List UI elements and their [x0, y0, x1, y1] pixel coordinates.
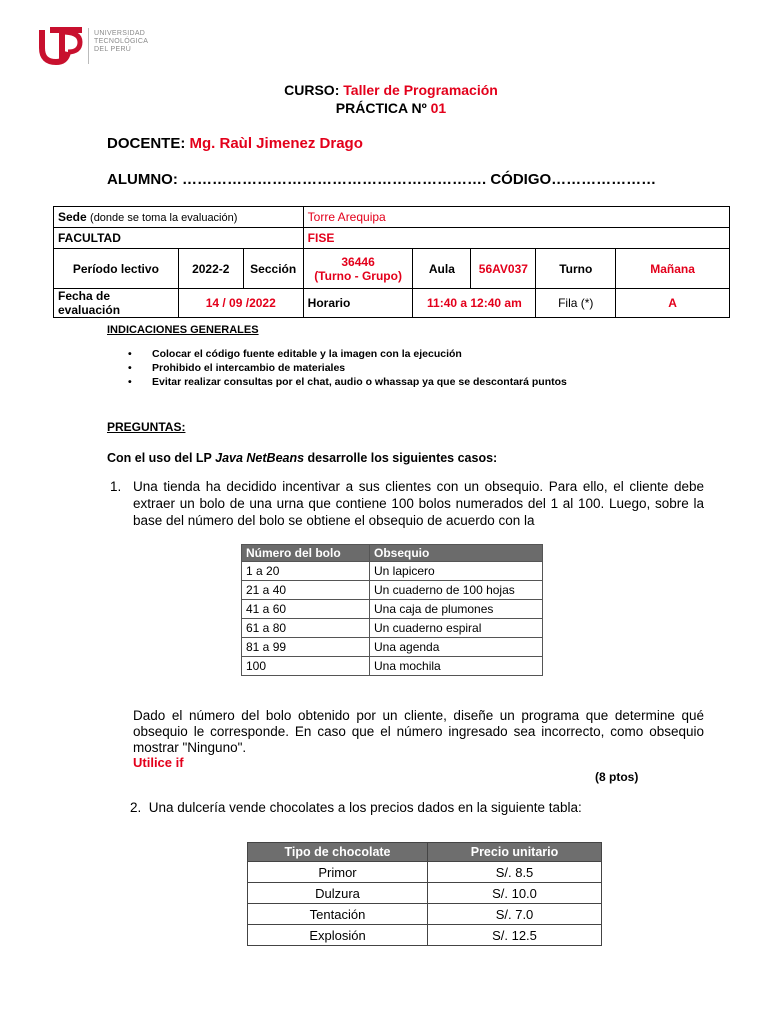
- column-header: Número del bolo: [242, 545, 370, 562]
- table-row: 81 a 99 Una agenda: [242, 638, 543, 657]
- utp-logo-icon: [38, 22, 84, 68]
- table-row: [54, 289, 730, 318]
- question-2: [130, 800, 582, 815]
- table-row: 41 a 60 Una caja de plumones: [242, 600, 543, 619]
- question-number: 1.: [110, 479, 122, 494]
- table-row: 61 a 80 Un cuaderno espiral: [242, 619, 543, 638]
- question-text: Una dulcería vende chocolates a los precios dados en la siguiente tabla:: [148, 800, 582, 815]
- indications-title: INDICACIONES GENERALES: [107, 324, 259, 336]
- turno-value: Mañana: [616, 249, 730, 289]
- practice-title: PRÁCTICA Nº 01: [335, 100, 447, 116]
- sede-label: Sede (donde se toma la evaluación): [54, 207, 304, 228]
- table-row: Primor S/. 8.5: [248, 862, 602, 883]
- questions-intro: Con el uso del LP Java NetBeans desarrolle los siguientes casos:: [107, 451, 498, 465]
- question-1-paragraph: Dado el número del bolo obtenido por un cliente, diseñe un programa que determine qué obsequio le corresponde. En caso que el número ingresado sea incorrecto, como obsequio mostrar "Ninguno".: [133, 708, 704, 755]
- question-1: [110, 478, 704, 529]
- list-item: • Prohibido el intercambio de materiales: [112, 361, 567, 375]
- fila-value: A: [616, 289, 730, 318]
- list-item: • Evitar realizar consultas por el chat, audio o whassap ya que se descontará puntos: [112, 375, 567, 389]
- sede-value: Torre Arequipa: [303, 207, 729, 228]
- question-text: Una tienda ha decidido incentivar a sus clientes con un obsequio. Para ello, el cliente debe extraer un bolo de una urna que contiene 100 bolos numerados del 1 al 100. Luego, sobre la base del número del bolo se obtiene el obsequio de acuerdo con la: [133, 479, 704, 528]
- seccion-value: 36446 (Turno - Grupo): [303, 249, 413, 289]
- fecha-label: Fecha de evaluación: [54, 289, 179, 318]
- table-row: [54, 228, 730, 249]
- aula-label: Aula: [413, 249, 471, 289]
- gift-table: [241, 544, 543, 676]
- table-row: 1 a 20 Un lapicero: [242, 562, 543, 581]
- question-1-hint: Utilice if: [133, 755, 184, 770]
- university-logo: [38, 22, 178, 72]
- logo-divider: [88, 28, 89, 64]
- table-header-row: [242, 545, 543, 562]
- course-title: CURSO: Taller de Programación: [284, 82, 498, 98]
- table-header-row: [248, 843, 602, 862]
- periodo-label: Período lectivo: [54, 249, 179, 289]
- column-header: Tipo de chocolate: [248, 843, 428, 862]
- fecha-value: 14 / 09 /2022: [178, 289, 303, 318]
- question-number: 2.: [130, 800, 142, 815]
- evaluation-info-table: [53, 206, 730, 318]
- list-item: • Colocar el código fuente editable y la imagen con la ejecución: [112, 347, 567, 361]
- table-row: [54, 207, 730, 228]
- teacher-line: DOCENTE: Mg. Raùl Jimenez Drago: [107, 135, 363, 152]
- horario-label: Horario: [303, 289, 413, 318]
- questions-title: PREGUNTAS:: [107, 420, 186, 434]
- column-header: Obsequio: [370, 545, 543, 562]
- aula-value: 56AV037: [471, 249, 536, 289]
- indications-list: [112, 347, 567, 389]
- table-row: Tentación S/. 7.0: [248, 904, 602, 925]
- student-line: ALUMNO: ……………………………………………………. CÓDIGO…………………: [107, 171, 657, 188]
- logo-text: UNIVERSIDAD TECNOLÓGICA DEL PERÚ: [94, 30, 149, 53]
- column-header: Precio unitario: [428, 843, 602, 862]
- chocolate-price-table: [247, 842, 602, 946]
- facultad-value: FISE: [303, 228, 729, 249]
- fila-label: Fila (*): [536, 289, 616, 318]
- seccion-label: Sección: [243, 249, 303, 289]
- table-row: Dulzura S/. 10.0: [248, 883, 602, 904]
- horario-value: 11:40 a 12:40 am: [413, 289, 536, 318]
- table-row: 21 a 40 Un cuaderno de 100 hojas: [242, 581, 543, 600]
- question-1-points: (8 ptos): [595, 770, 639, 784]
- facultad-label: FACULTAD: [54, 228, 304, 249]
- table-row: 100 Una mochila: [242, 657, 543, 676]
- table-row: [54, 249, 730, 289]
- periodo-value: 2022-2: [178, 249, 243, 289]
- table-row: Explosión S/. 12.5: [248, 925, 602, 946]
- turno-label: Turno: [536, 249, 616, 289]
